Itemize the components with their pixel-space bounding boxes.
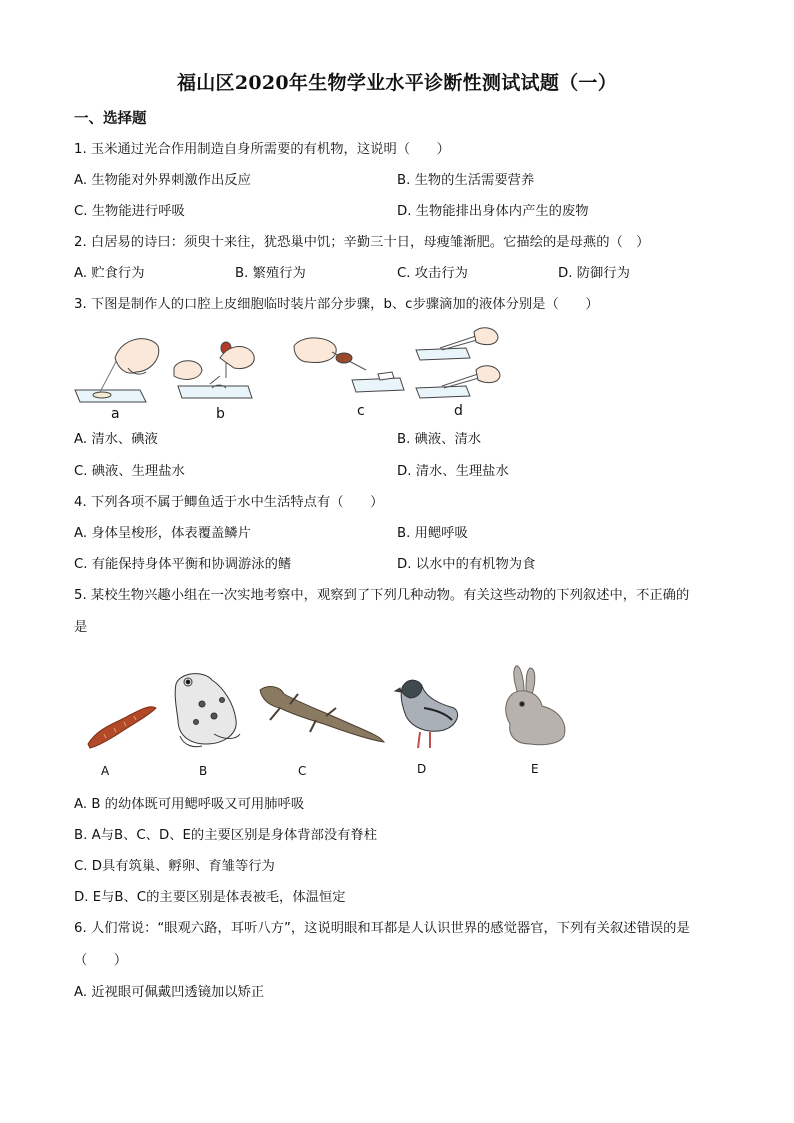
lizard-illustration <box>260 687 384 742</box>
figure-5-label-a: A <box>101 764 110 778</box>
question-1-stem: 1. 玉米通过光合作用制造自身所需要的有机物，这说明（ ） <box>74 142 450 157</box>
question-1-option-b: B. 生物的生活需要营养 <box>397 173 535 188</box>
figure-5-label-c: C <box>298 764 307 778</box>
rabbit-illustration <box>506 666 565 745</box>
question-2-stem: 2. 白居易的诗曰：须臾十来往，犹恐巢中饥；辛勤三十日，母瘦雏渐肥。它描绘的是母燕的（ ） <box>74 235 650 250</box>
earthworm-illustration <box>88 707 156 748</box>
step-d-illustration <box>416 328 500 398</box>
frog-illustration <box>175 674 240 747</box>
question-2-option-d: D. 防御行为 <box>558 266 630 281</box>
question-4-option-a: A. 身体呈梭形，体表覆盖鳞片 <box>74 526 251 541</box>
question-3-stem: 3. 下图是制作人的口腔上皮细胞临时装片部分步骤，b、c步骤滴加的液体分别是（ ） <box>74 297 599 312</box>
step-b-illustration <box>174 342 254 398</box>
question-4-option-c: C. 有能保持身体平衡和协调游泳的鳍 <box>74 557 292 572</box>
question-6-stem-line-1: 6. 人们常说：“眼观六路，耳听八方”，这说明眼和耳都是人认识世界的感觉器官，下列有关叙述错误的是 <box>74 921 690 936</box>
question-4-option-b: B. 用鳃呼吸 <box>397 526 468 541</box>
question-2-option-c: C. 攻击行为 <box>397 266 468 281</box>
question-5-option-d: D. E与B、C的主要区别是体表被毛，体温恒定 <box>74 890 346 905</box>
question-6-option-a: A. 近视眼可佩戴凹透镜加以矫正 <box>74 985 265 1000</box>
figure-5-label-d: D <box>417 762 427 776</box>
step-c-illustration <box>294 338 404 392</box>
figure-5-label-e: E <box>531 762 539 776</box>
animals-figure <box>84 664 584 764</box>
pigeon-illustration <box>395 680 458 748</box>
question-2-option-b: B. 繁殖行为 <box>235 266 306 281</box>
question-1-option-d: D. 生物能排出身体内产生的废物 <box>397 204 589 219</box>
question-5-stem-line-1: 5. 某校生物兴趣小组在一次实地考察中，观察到了下列几种动物。有关这些动物的下列叙述中，不正确的 <box>74 588 690 603</box>
figure-3-label-a: a <box>111 406 120 422</box>
question-3-option-b: B. 碘液、清水 <box>397 432 482 447</box>
section-heading: 一、选择题 <box>74 111 147 127</box>
step-a-illustration <box>75 339 159 402</box>
question-1-option-a: A. 生物能对外界刺激作出反应 <box>74 173 251 188</box>
slide-preparation-figure <box>70 328 510 428</box>
question-6-stem-line-2: （ ） <box>74 953 128 968</box>
figure-5-label-b: B <box>199 764 208 778</box>
question-3-option-a: A. 清水、碘液 <box>74 432 158 447</box>
figure-3-label-c: c <box>357 403 365 419</box>
figure-3-label-b: b <box>216 406 225 422</box>
question-5-option-c: C. D具有筑巢、孵卵、育雏等行为 <box>74 859 275 874</box>
question-3-option-c: C. 碘液、生理盐水 <box>74 464 185 479</box>
question-3-option-d: D. 清水、生理盐水 <box>397 464 509 479</box>
question-1-option-c: C. 生物能进行呼吸 <box>74 204 185 219</box>
page-title: 福山区2020年生物学业水平诊断性测试试题（一） <box>176 72 618 94</box>
question-4-option-d: D. 以水中的有机物为食 <box>397 557 536 572</box>
question-5-option-b: B. A与B、C、D、E的主要区别是身体背部没有脊柱 <box>74 828 378 843</box>
figure-3-label-d: d <box>454 403 463 419</box>
question-4-stem: 4. 下列各项不属于鲫鱼适于水中生活特点有（ ） <box>74 495 384 510</box>
question-5-option-a: A. B 的幼体既可用鳃呼吸又可用肺呼吸 <box>74 797 305 812</box>
question-2-option-a: A. 贮食行为 <box>74 266 145 281</box>
question-5-stem-line-2: 是 <box>74 620 88 635</box>
